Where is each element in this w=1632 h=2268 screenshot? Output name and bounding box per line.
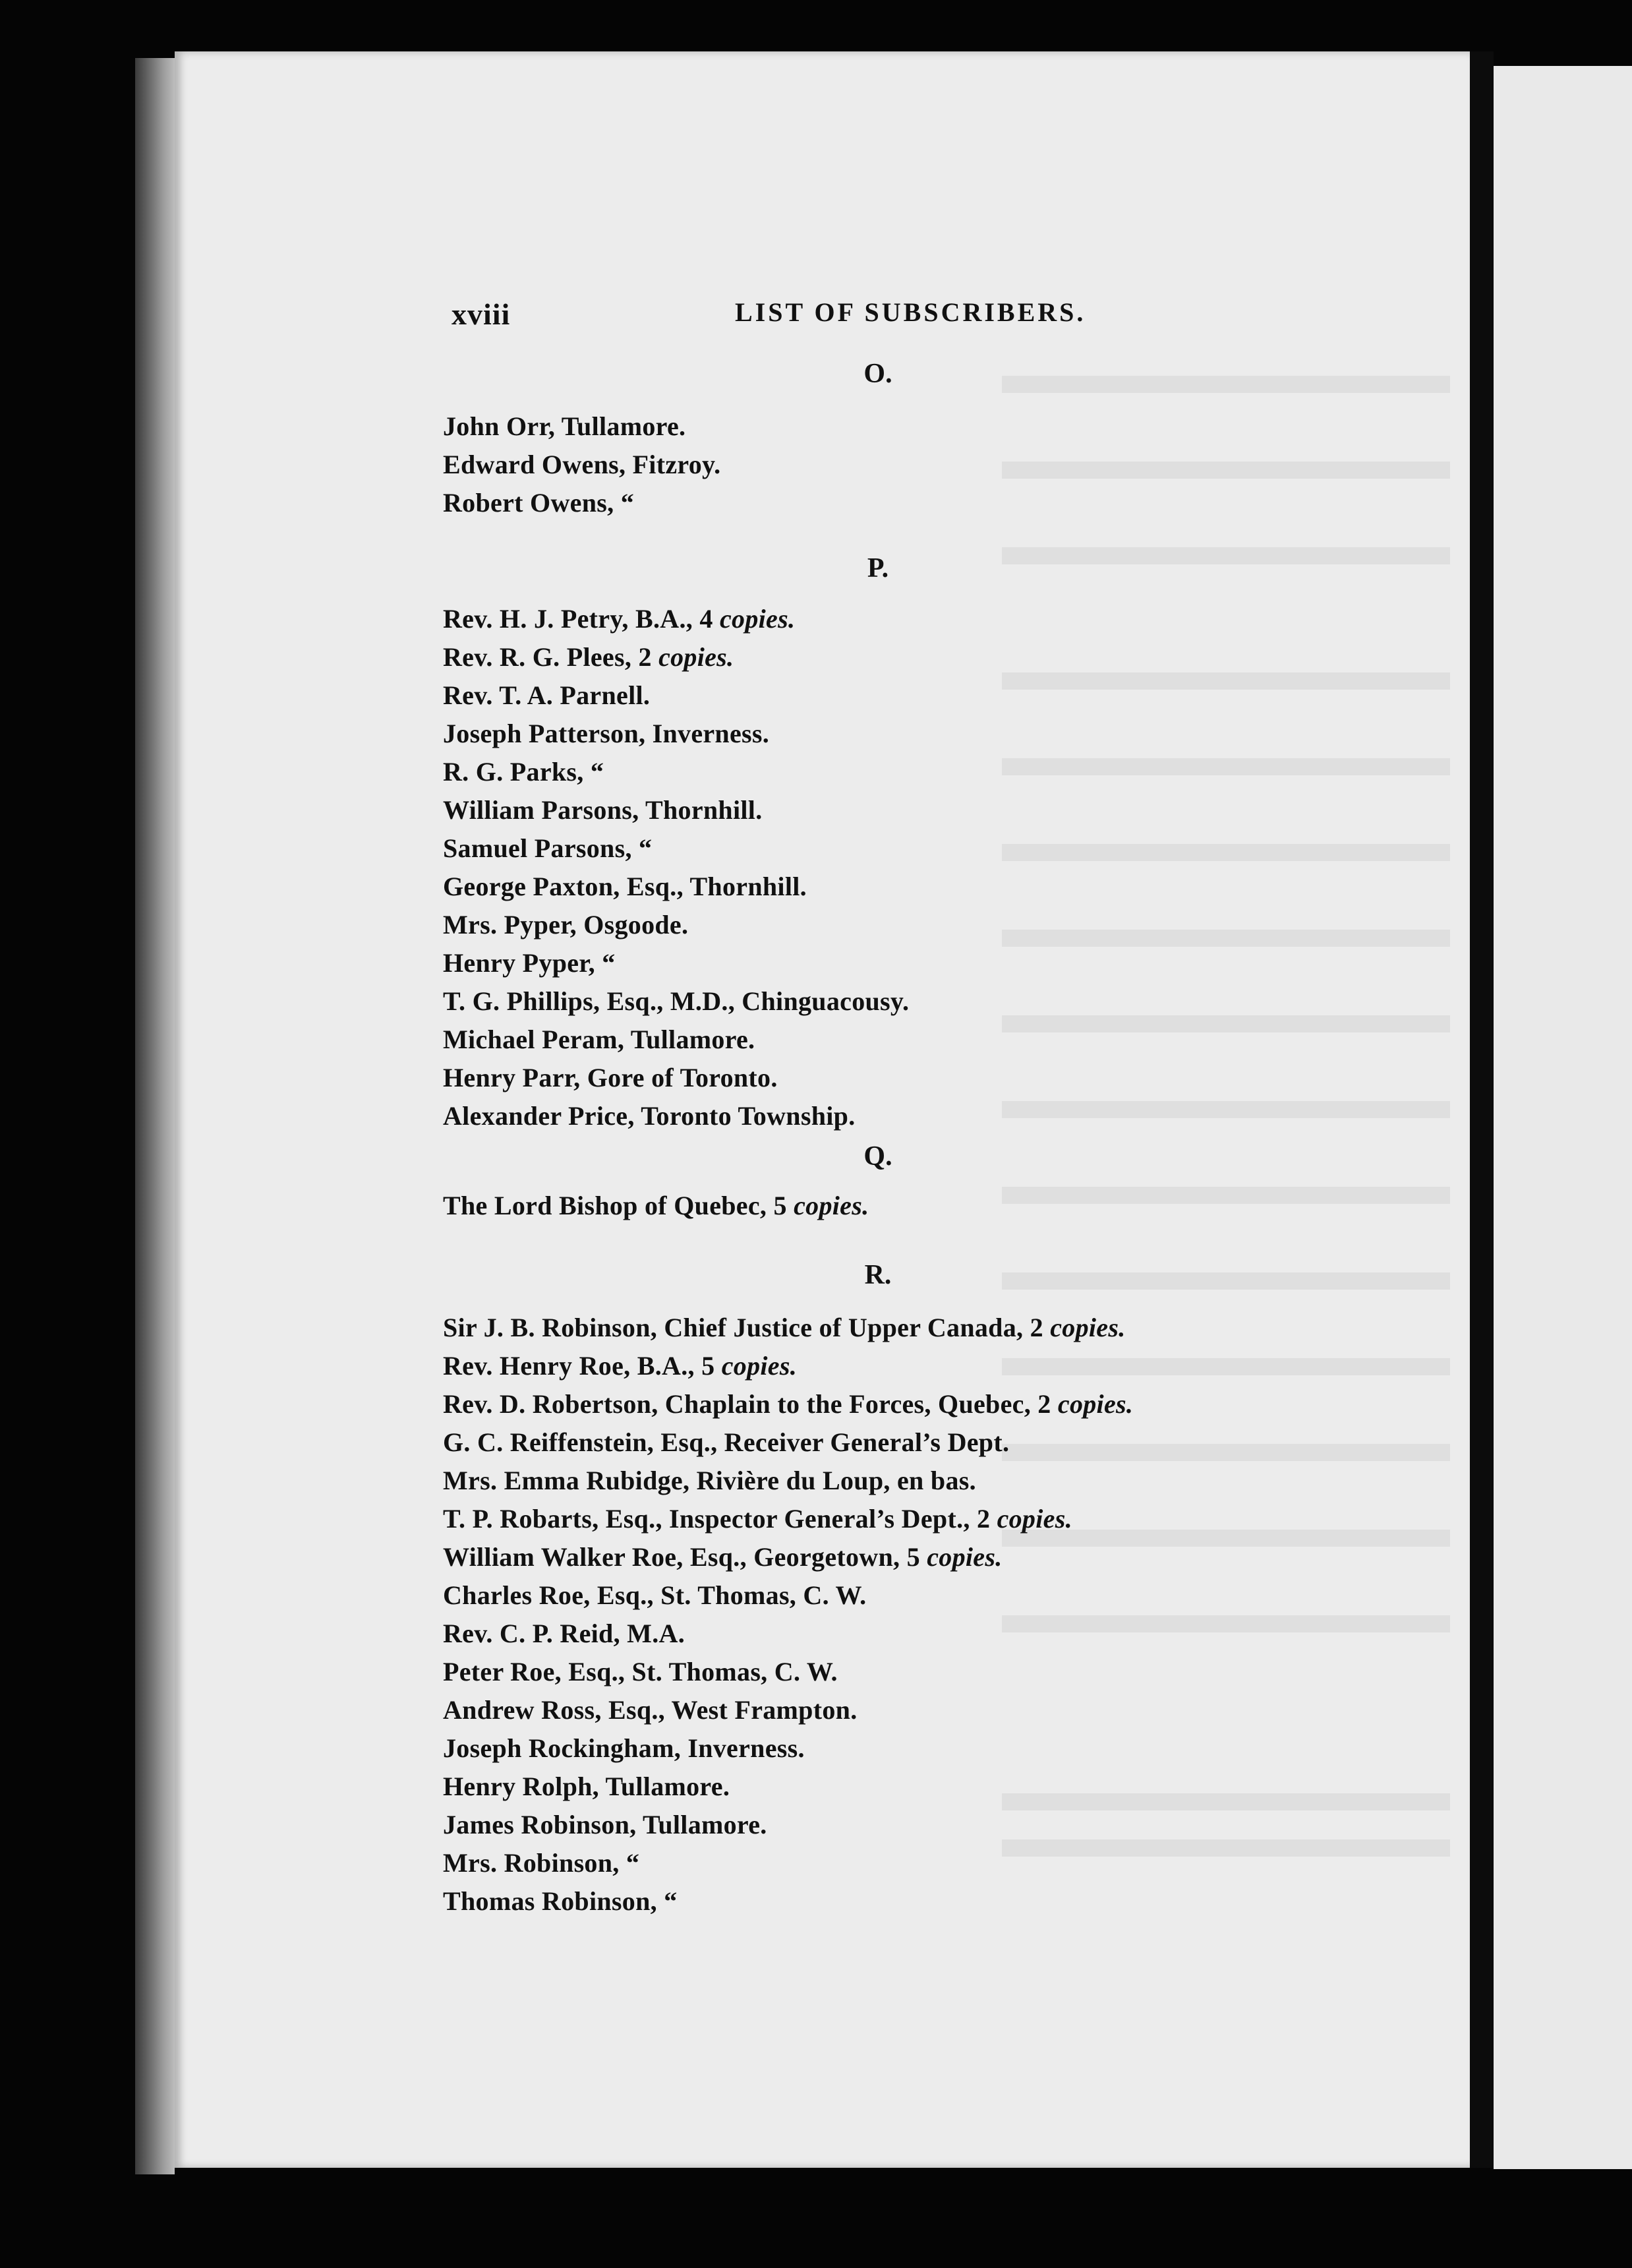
- subscriber-entry: Mrs. Pyper, Osgoode.: [443, 910, 689, 940]
- subscriber-entry: Rev. R. G. Plees, 2 copies.: [443, 642, 734, 672]
- section-letter-p: P.: [867, 553, 889, 583]
- subscriber-entry: Mrs. Emma Rubidge, Rivière du Loup, en bas.: [443, 1466, 976, 1495]
- subscriber-entry: Joseph Rockingham, Inverness.: [443, 1733, 805, 1763]
- bleed-through: [1002, 547, 1450, 564]
- subscriber-entry: [443, 600, 909, 638]
- bleed-through: [1002, 1272, 1450, 1290]
- subscriber-entry: Samuel Parsons, “: [443, 833, 653, 863]
- page-number: xviii: [452, 297, 511, 331]
- bleed-through: [1002, 1015, 1450, 1032]
- bleed-through: [1002, 930, 1450, 947]
- copies-italic: copies.: [658, 642, 734, 672]
- bleed-through: [1002, 376, 1450, 393]
- subscriber-entry: T. P. Robarts, Esq., Inspector General’s Dept., 2 copies.: [443, 1504, 1072, 1534]
- subscriber-entry: Rev. Henry Roe, B.A., 5 copies.: [443, 1351, 798, 1381]
- subscriber-entry: Thomas Robinson, “: [443, 1886, 678, 1916]
- subscriber-entry: Henry Parr, Gore of Toronto.: [443, 1063, 778, 1092]
- bleed-through: [1002, 672, 1450, 690]
- copies-italic: copies.: [794, 1191, 869, 1220]
- copies-italic: copies.: [997, 1504, 1072, 1534]
- subscriber-entry: Charles Roe, Esq., St. Thomas, C. W.: [443, 1580, 867, 1610]
- subscriber-list-r: [443, 1309, 1133, 1921]
- subscriber-text: Rev. H. J. Petry, B.A., 4 copies.: [443, 604, 796, 634]
- section-letter-o: O.: [863, 359, 892, 389]
- subscriber-list-p: [443, 600, 909, 1135]
- subscriber-entry: Andrew Ross, Esq., West Frampton.: [443, 1695, 858, 1725]
- bleed-through: [1002, 758, 1450, 775]
- subscriber-entry: R. G. Parks, “: [443, 757, 604, 787]
- subscriber-entry: William Walker Roe, Esq., Georgetown, 5 copies.: [443, 1542, 1003, 1572]
- bleed-through: [1002, 844, 1450, 861]
- page-gutter: [1470, 51, 1494, 2168]
- subscriber-entry: Henry Pyper, “: [443, 948, 616, 978]
- subscriber-entry: The Lord Bishop of Quebec, 5 copies.: [443, 1191, 869, 1220]
- page-title: LIST OF SUBSCRIBERS.: [735, 297, 1086, 327]
- subscriber-entry: Alexander Price, Toronto Township.: [443, 1101, 856, 1131]
- bleed-through: [1002, 1101, 1450, 1118]
- subscriber-entry: Rev. C. P. Reid, M.A.: [443, 1619, 685, 1648]
- section-letter-r: R.: [864, 1260, 892, 1290]
- subscriber-entry: G. C. Reiffenstein, Esq., Receiver General’s Dept.: [443, 1427, 1010, 1457]
- subscriber-entry: Peter Roe, Esq., St. Thomas, C. W.: [443, 1657, 838, 1686]
- subscriber-entry: George Paxton, Esq., Thornhill.: [443, 872, 807, 901]
- bleed-through: [1002, 1187, 1450, 1204]
- subscriber-entry: James Robinson, Tullamore.: [443, 1810, 767, 1839]
- copies-italic: copies.: [719, 604, 796, 634]
- copies-italic: copies.: [721, 1351, 798, 1381]
- book-edge: [135, 58, 175, 2174]
- subscriber-list-o: [443, 407, 720, 522]
- bleed-through: [1002, 462, 1450, 479]
- facing-page: [1494, 66, 1632, 2169]
- copies-italic: copies.: [927, 1542, 1003, 1572]
- subscriber-entry: Edward Owens, Fitzroy.: [443, 450, 721, 479]
- subscriber-entry: Mrs. Robinson, “: [443, 1848, 640, 1878]
- section-letter-q: Q.: [863, 1141, 892, 1172]
- subscriber-entry: Rev. T. A. Parnell.: [443, 680, 651, 710]
- subscriber-entry: Joseph Patterson, Inverness.: [443, 719, 770, 748]
- copies-italic: copies.: [1050, 1313, 1126, 1342]
- copies-italic: copies.: [1057, 1389, 1134, 1419]
- subscriber-list-q: [443, 1187, 869, 1225]
- subscriber-entry: Sir J. B. Robinson, Chief Justice of Upper Canada, 2 copies.: [443, 1313, 1126, 1342]
- subscriber-entry: Henry Rolph, Tullamore.: [443, 1772, 730, 1801]
- subscriber-entry: Rev. D. Robertson, Chaplain to the Forces, Quebec, 2 copies.: [443, 1389, 1134, 1419]
- subscriber-entry: Michael Peram, Tullamore.: [443, 1025, 755, 1054]
- subscriber-entry: T. G. Phillips, Esq., M.D., Chinguacousy.: [443, 986, 910, 1016]
- subscriber-entry: John Orr, Tullamore.: [443, 411, 686, 441]
- subscriber-entry: William Parsons, Thornhill.: [443, 795, 763, 825]
- subscriber-entry: Robert Owens, “: [443, 488, 635, 518]
